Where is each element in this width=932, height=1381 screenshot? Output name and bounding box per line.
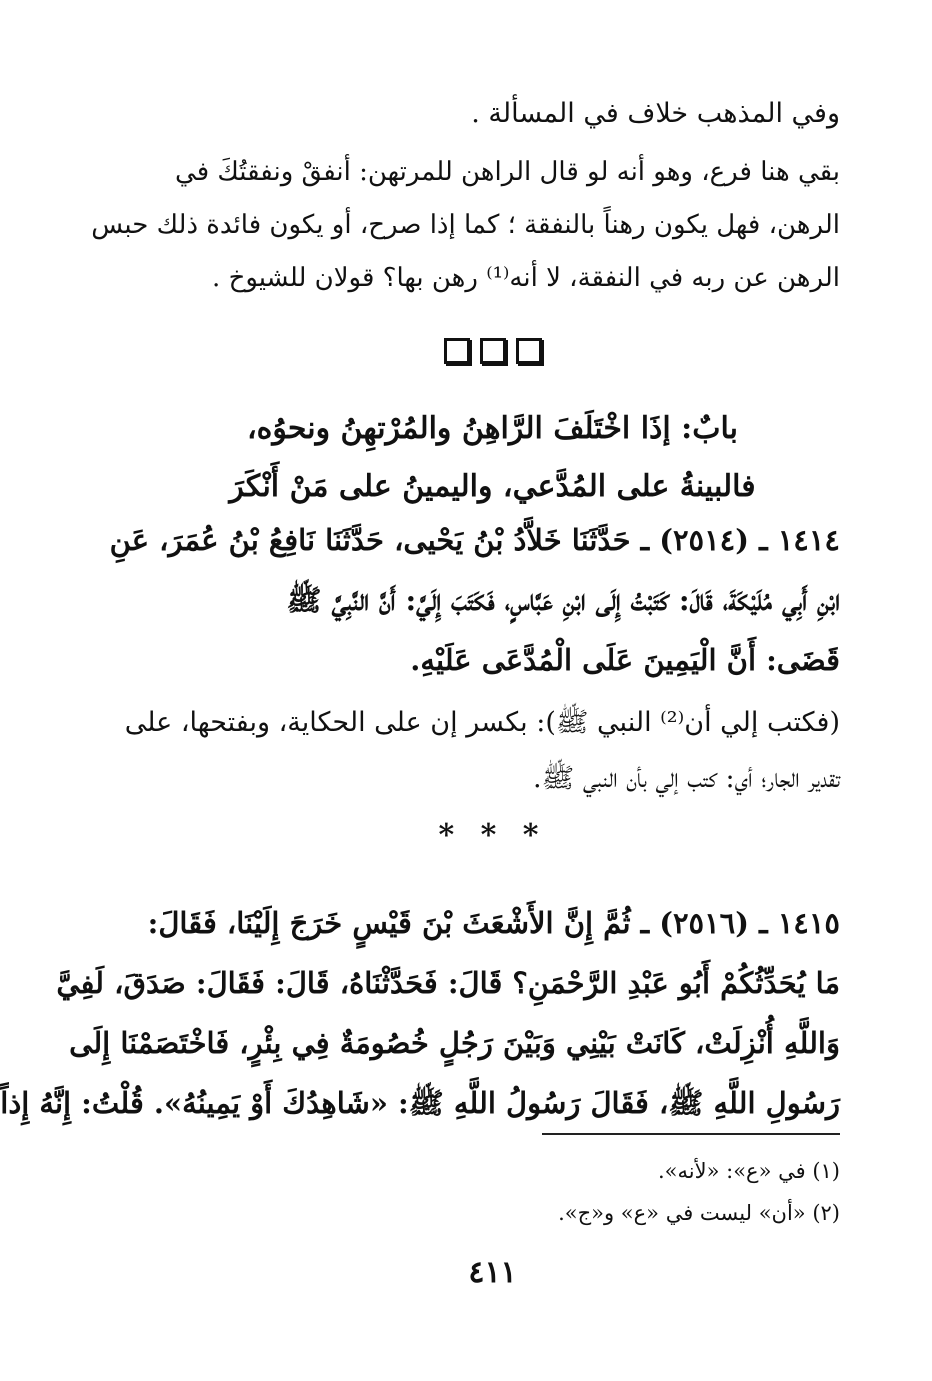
commentary [124, 695, 840, 807]
text-line: قَضَى: أَنَّ الْيَمِينَ عَلَى الْمُدَّعَى عَلَيْهِ. [410, 643, 840, 677]
text-line: رَسُولِ اللَّهِ ﷺ، فَقَالَ رَسُولُ اللَّهِ ﷺ: «شَاهِدُكَ أَوْ يَمِينُهُ». قُلْتُ: إِنَّهُ إِذاً [0, 1086, 840, 1120]
square-ornament-icon [480, 338, 506, 364]
heading-line: فالبينةُ على المُدَّعي، واليمينُ على مَنْ أَنْكَرَ [229, 469, 756, 504]
square-ornament-icon [444, 338, 470, 364]
box-separator [53, 338, 932, 364]
stars-separator: * * * [438, 818, 547, 853]
text-line: الرهن، فهل يكون رهناً بالنفقة ؛ كما إذا صرح، أو يكون فائدة ذلك حبس [91, 210, 840, 240]
text-line: وفي المذهب خلاف في المسألة . [471, 98, 840, 129]
text-line: الرهن عن ربه في النفقة، لا أنه⁽¹⁾ رهن بها؟ قولان للشيوخ . [212, 263, 840, 293]
page-number: ٤١١ [468, 1255, 517, 1290]
text-line: ١٤١٥ ـ (٢٥١٦) ـ ثُمَّ إِنَّ الأَشْعَثَ بْنَ قَيْسٍ خَرَجَ إِلَيْنَا، فَقَالَ: [147, 906, 840, 940]
text-line: وَاللَّهِ أُنْزِلَتْ، كَانَتْ بَيْنِي وَبَيْنَ رَجُلٍ خُصُومَةٌ فِي بِئْرٍ، فَاخْتَصَمْنَا إِلَى [69, 1026, 840, 1060]
text-line: ابْنِ أَبِي مُلَيْكَةَ، قَالَ: كَتَبْتُ إِلَى ابْنِ عَبَّاسٍ، فَكَتَبَ إِلَيَّ: أَنَّ النَّبِيَّ ﷺ [286, 583, 840, 617]
heading-line: بابٌ: إذَا اخْتَلَفَ الرَّاهِنُ والمُرْتهِنُ ونحوُه، [247, 411, 738, 446]
footnote-1: (١) في «ع»: «لأنه». [658, 1159, 840, 1183]
paragraph-2 [91, 146, 840, 305]
paragraph-1 [145, 86, 840, 142]
text-line: (فكتب إلي أن⁽²⁾ النبي ﷺ): بكسر إن على الحكاية، وبفتحها، على [124, 707, 840, 738]
square-ornament-icon [516, 338, 542, 364]
footnote-2: (٢) «أن» ليست في «ع» و«ج». [558, 1201, 840, 1225]
text-line: مَا يُحَدِّثُكُمْ أَبُو عَبْدِ الرَّحْمَنِ؟ قَالَ: فَحَدَّثْنَاهُ، قَالَ: فَقَالَ: صَدَقَ، لَفِيَّ [56, 966, 840, 1000]
text-line: بقي هنا فرع، وهو أنه لو قال الراهن للمرتهن: أنفقْ ونفقتُكَ في [175, 157, 840, 187]
footnotes [145, 1150, 840, 1234]
hadith-1414 [109, 510, 840, 690]
footnote-rule [542, 1133, 840, 1135]
hadith-1415 [0, 893, 840, 1133]
section-heading [53, 400, 932, 516]
text-line: ١٤١٤ ـ (٢٥١٤) ـ حَدَّثَنَا خَلاَّدُ بْنُ يَحْيى، حَدَّثَنَا نَافِعُ بْنُ عُمَرَ، عَنِ [109, 523, 840, 557]
text-line: تقدير الجار؛ أي: كتب إلي بأن النبي ﷺ. [533, 763, 840, 794]
